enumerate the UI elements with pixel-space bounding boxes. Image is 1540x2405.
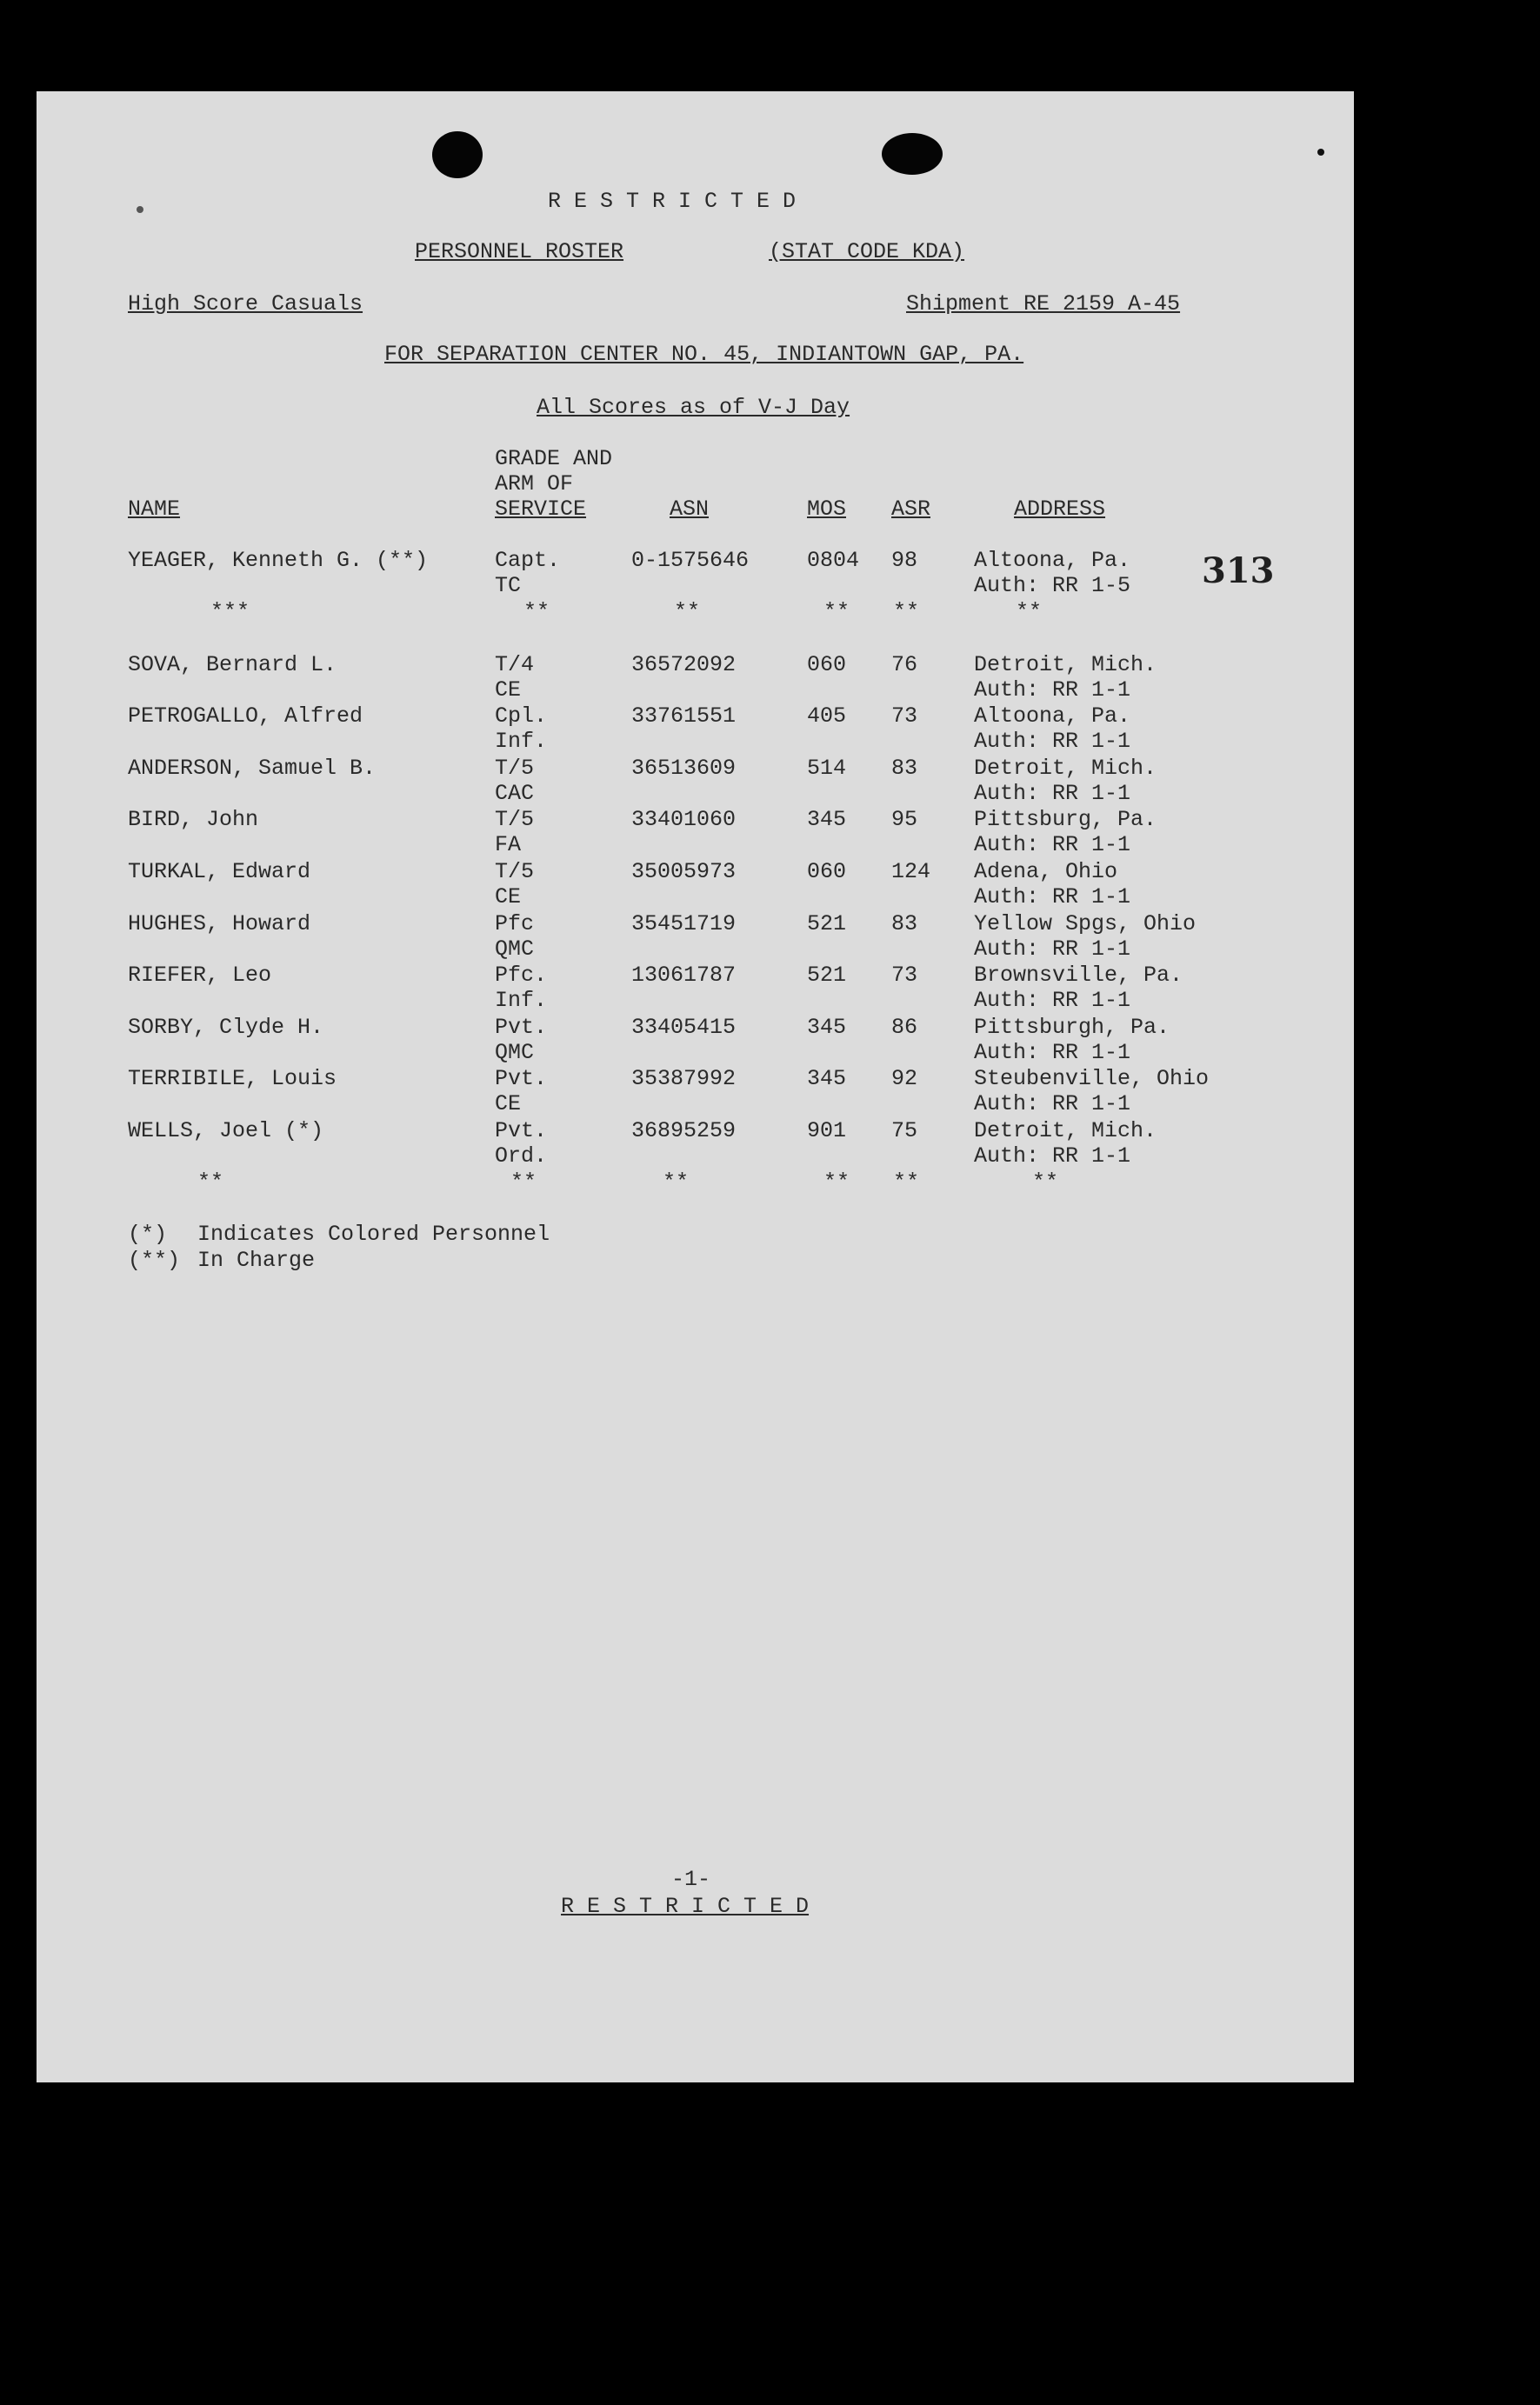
table-row — [37, 548, 1354, 600]
column-header-address: ADDRESS — [1014, 496, 1106, 522]
cell-mos: 514 — [807, 756, 847, 781]
column-header-asn: ASN — [670, 496, 710, 522]
column-header-mos: MOS — [807, 496, 847, 522]
shipment-number: Shipment RE 2159 A-45 — [906, 291, 1181, 316]
cell-auth: Auth: RR 1-1 — [974, 781, 1131, 806]
restricted-header: R E S T R I C T E D — [548, 189, 797, 214]
cell-grade: Pfc — [495, 911, 535, 936]
cell-asn: 13061787 — [631, 963, 737, 988]
punch-hole-left — [432, 131, 483, 178]
separator-grade: ** — [510, 1169, 537, 1195]
column-header-asr: ASR — [891, 496, 931, 522]
cell-city: Yellow Spgs, Ohio — [974, 911, 1197, 936]
cell-asr: 92 — [891, 1066, 918, 1091]
separator-grade: ** — [523, 599, 550, 624]
cell-grade: Capt. — [495, 548, 561, 573]
paper-speck — [1317, 149, 1324, 156]
table-row — [37, 963, 1354, 1015]
page-stamp: 313 — [1202, 550, 1275, 591]
cell-arm: CE — [495, 1091, 522, 1116]
cell-arm: Inf. — [495, 729, 548, 754]
cell-grade: Cpl. — [495, 703, 548, 729]
cell-city: Detroit, Mich. — [974, 756, 1157, 781]
table-row — [37, 807, 1354, 859]
cell-name: TERRIBILE, Louis — [128, 1066, 337, 1091]
cell-asn: 36513609 — [631, 756, 737, 781]
separator-row — [37, 599, 1354, 625]
cell-asn: 35387992 — [631, 1066, 737, 1091]
cell-mos: 060 — [807, 859, 847, 884]
separator-mos: ** — [823, 1169, 850, 1195]
table-row — [37, 703, 1354, 756]
cell-grade: Pvt. — [495, 1015, 548, 1040]
cell-grade: Pvt. — [495, 1066, 548, 1091]
cell-mos: 060 — [807, 652, 847, 677]
stat-code: (STAT CODE KDA) — [769, 239, 965, 264]
cell-auth: Auth: RR 1-1 — [974, 1040, 1131, 1065]
cell-mos: 521 — [807, 963, 847, 988]
cell-name: TURKAL, Edward — [128, 859, 311, 884]
cell-mos: 345 — [807, 807, 847, 832]
cell-mos: 521 — [807, 911, 847, 936]
legend-mark: (*) — [128, 1222, 168, 1247]
cell-asr: 83 — [891, 756, 918, 781]
cell-arm: Inf. — [495, 988, 548, 1013]
cell-asn: 33401060 — [631, 807, 737, 832]
separator-asn: ** — [674, 599, 701, 624]
table-row — [37, 1015, 1354, 1067]
paper-speck — [137, 206, 143, 213]
cell-arm: CE — [495, 677, 522, 703]
column-header-grade-line1: GRADE AND — [495, 446, 613, 471]
legend-text: In Charge — [197, 1248, 316, 1273]
cell-auth: Auth: RR 1-1 — [974, 677, 1131, 703]
table-row — [37, 1066, 1354, 1118]
group-name: High Score Casuals — [128, 291, 363, 316]
cell-mos: 405 — [807, 703, 847, 729]
punch-hole-right — [882, 133, 943, 175]
cell-arm: TC — [495, 573, 522, 598]
cell-arm: FA — [495, 832, 522, 857]
cell-auth: Auth: RR 1-5 — [974, 573, 1131, 598]
separator-asr: ** — [893, 1169, 920, 1195]
cell-name: SOVA, Bernard L. — [128, 652, 337, 677]
cell-asn: 33405415 — [631, 1015, 737, 1040]
page-number: -1- — [671, 1867, 711, 1892]
cell-grade: T/5 — [495, 859, 535, 884]
cell-mos: 901 — [807, 1118, 847, 1143]
cell-asr: 83 — [891, 911, 918, 936]
cell-asn: 0-1575646 — [631, 548, 750, 573]
cell-city: Brownsville, Pa. — [974, 963, 1183, 988]
cell-name: YEAGER, Kenneth G. (**) — [128, 548, 429, 573]
cell-grade: T/4 — [495, 652, 535, 677]
cell-auth: Auth: RR 1-1 — [974, 1143, 1131, 1169]
document-page — [37, 91, 1354, 2082]
table-row — [37, 756, 1354, 808]
cell-auth: Auth: RR 1-1 — [974, 884, 1131, 909]
cell-asn: 36572092 — [631, 652, 737, 677]
cell-arm: CE — [495, 884, 522, 909]
cell-arm: CAC — [495, 781, 535, 806]
column-header-grade-line2: ARM OF — [495, 471, 574, 496]
cell-city: Pittsburgh, Pa. — [974, 1015, 1170, 1040]
cell-mos: 0804 — [807, 548, 860, 573]
cell-name: RIEFER, Leo — [128, 963, 272, 988]
separator-address: ** — [1016, 599, 1043, 624]
separator-name: ** — [197, 1169, 224, 1195]
column-header-name: NAME — [128, 496, 181, 522]
cell-auth: Auth: RR 1-1 — [974, 1091, 1131, 1116]
cell-city: Adena, Ohio — [974, 859, 1118, 884]
cell-city: Detroit, Mich. — [974, 1118, 1157, 1143]
cell-grade: T/5 — [495, 756, 535, 781]
cell-asr: 73 — [891, 703, 918, 729]
cell-auth: Auth: RR 1-1 — [974, 988, 1131, 1013]
cell-name: SORBY, Clyde H. — [128, 1015, 324, 1040]
cell-asr: 73 — [891, 963, 918, 988]
cell-name: ANDERSON, Samuel B. — [128, 756, 377, 781]
cell-city: Altoona, Pa. — [974, 548, 1131, 573]
restricted-footer: R E S T R I C T E D — [561, 1894, 810, 1919]
cell-arm: QMC — [495, 936, 535, 962]
separator-mos: ** — [823, 599, 850, 624]
cell-auth: Auth: RR 1-1 — [974, 832, 1131, 857]
cell-city: Pittsburg, Pa. — [974, 807, 1157, 832]
table-row — [37, 1118, 1354, 1170]
cell-asr: 95 — [891, 807, 918, 832]
cell-city: Altoona, Pa. — [974, 703, 1131, 729]
cell-auth: Auth: RR 1-1 — [974, 936, 1131, 962]
cell-mos: 345 — [807, 1066, 847, 1091]
cell-asr: 98 — [891, 548, 918, 573]
cell-auth: Auth: RR 1-1 — [974, 729, 1131, 754]
cell-asn: 36895259 — [631, 1118, 737, 1143]
separator-address: ** — [1032, 1169, 1059, 1195]
table-row — [37, 652, 1354, 704]
cell-asr: 75 — [891, 1118, 918, 1143]
cell-grade: T/5 — [495, 807, 535, 832]
cell-name: PETROGALLO, Alfred — [128, 703, 363, 729]
cell-asr: 124 — [891, 859, 931, 884]
cell-asr: 86 — [891, 1015, 918, 1040]
table-row — [37, 911, 1354, 963]
cell-asr: 76 — [891, 652, 918, 677]
separator-asn: ** — [663, 1169, 690, 1195]
roster-title: PERSONNEL ROSTER — [415, 239, 624, 264]
separator-row — [37, 1169, 1354, 1196]
cell-city: Steubenville, Ohio — [974, 1066, 1210, 1091]
cell-name: BIRD, John — [128, 807, 259, 832]
cell-name: WELLS, Joel (*) — [128, 1118, 324, 1143]
cell-mos: 345 — [807, 1015, 847, 1040]
table-row — [37, 859, 1354, 911]
legend-mark: (**) — [128, 1248, 181, 1273]
cell-city: Detroit, Mich. — [974, 652, 1157, 677]
separator-asr: ** — [893, 599, 920, 624]
cell-name: HUGHES, Howard — [128, 911, 311, 936]
cell-asn: 33761551 — [631, 703, 737, 729]
legend-text: Indicates Colored Personnel — [197, 1222, 550, 1247]
cell-arm: Ord. — [495, 1143, 548, 1169]
cell-arm: QMC — [495, 1040, 535, 1065]
separation-center: FOR SEPARATION CENTER NO. 45, INDIANTOWN GAP, PA. — [384, 342, 1024, 367]
cell-asn: 35451719 — [631, 911, 737, 936]
scores-note: All Scores as of V-J Day — [537, 395, 850, 420]
cell-grade: Pfc. — [495, 963, 548, 988]
column-header-service: SERVICE — [495, 496, 587, 522]
separator-name: *** — [210, 599, 250, 624]
cell-asn: 35005973 — [631, 859, 737, 884]
cell-grade: Pvt. — [495, 1118, 548, 1143]
